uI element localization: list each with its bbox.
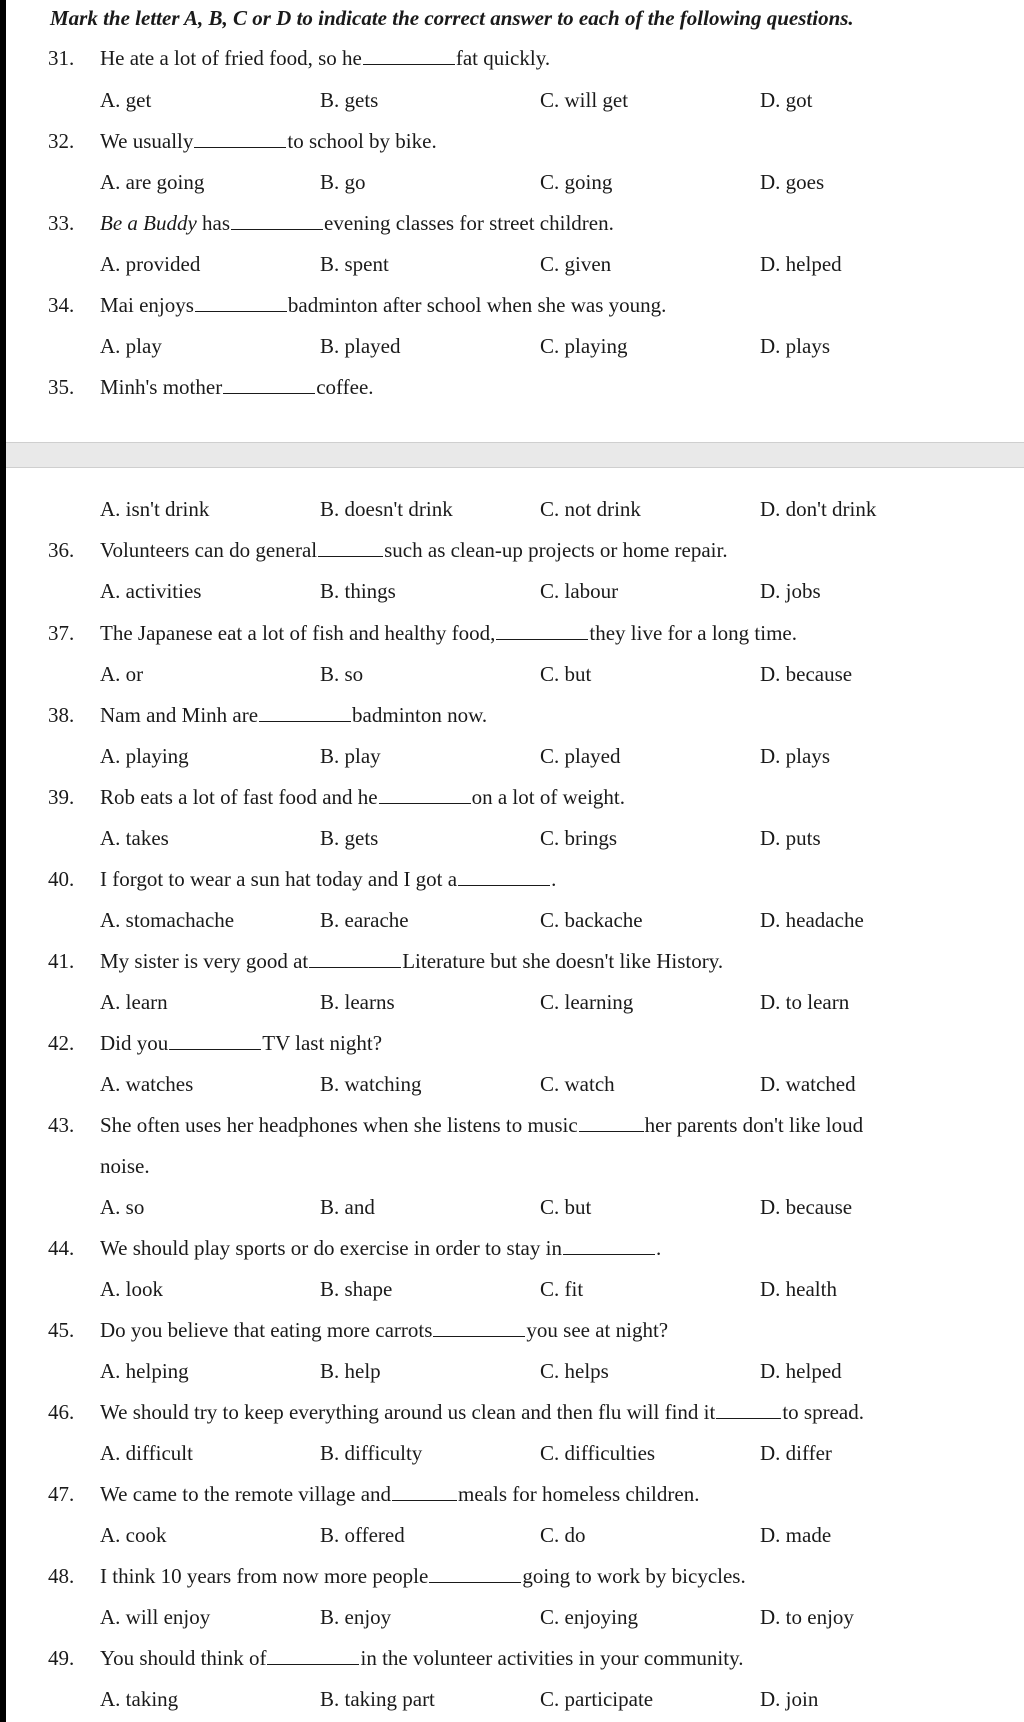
question-text: I think 10 years from now more people going to work by bicycles. <box>100 1564 746 1588</box>
question-39 <box>6 782 1024 812</box>
option-b[interactable]: B. offered <box>320 1523 405 1547</box>
option-b[interactable]: B. played <box>320 334 401 358</box>
options-40 <box>6 905 1024 935</box>
answer-blank <box>429 1562 521 1583</box>
answer-blank <box>563 1234 655 1255</box>
option-c[interactable]: C. played <box>540 744 621 768</box>
option-b[interactable]: B. taking part <box>320 1687 435 1711</box>
option-b[interactable]: B. shape <box>320 1277 393 1301</box>
option-d[interactable]: D. because <box>760 1195 853 1219</box>
question-38 <box>6 700 1024 730</box>
question-number: 42. <box>48 1031 75 1055</box>
question-number: 47. <box>48 1482 75 1506</box>
options-41 <box>6 987 1024 1017</box>
question-number: 40. <box>48 867 75 891</box>
question-37 <box>6 618 1024 648</box>
option-a[interactable]: A. helping <box>100 1359 189 1383</box>
option-c[interactable]: C. brings <box>540 826 618 850</box>
option-d[interactable]: D. differ <box>760 1441 832 1465</box>
option-a[interactable]: A. stomachache <box>100 908 235 932</box>
option-d[interactable]: D. headache <box>760 908 864 932</box>
worksheet-page-top <box>6 0 1024 442</box>
option-c[interactable]: C. playing <box>540 334 628 358</box>
question-number: 39. <box>48 785 75 809</box>
answer-blank <box>195 291 287 312</box>
option-b[interactable]: B. help <box>320 1359 381 1383</box>
option-d[interactable]: D. got <box>760 88 813 112</box>
option-b[interactable]: B. enjoy <box>320 1605 392 1629</box>
question-text: Did you TV last night? <box>100 1031 383 1055</box>
question-text: Rob eats a lot of fast food and he on a lot of weight. <box>100 785 625 809</box>
option-d[interactable]: D. jobs <box>760 579 821 603</box>
answer-blank <box>363 44 455 65</box>
options-42 <box>6 1069 1024 1099</box>
question-number: 35. <box>48 375 75 399</box>
answer-blank <box>194 127 286 148</box>
option-b[interactable]: B. learns <box>320 990 395 1014</box>
option-a[interactable]: A. will enjoy <box>100 1605 211 1629</box>
options-34 <box>6 331 1024 361</box>
option-a[interactable]: A. or <box>100 662 144 686</box>
question-text: My sister is very good at Literature but she doesn't like History. <box>100 949 724 973</box>
option-c[interactable]: C. difficulties <box>540 1441 656 1465</box>
question-36 <box>6 535 1024 565</box>
option-c[interactable]: C. backache <box>540 908 643 932</box>
question-text-continuation: noise. <box>100 1154 150 1178</box>
question-number: 36. <box>48 538 75 562</box>
instructions-heading: Mark the letter A, B, C or D to indicate the correct answer to each of the following questions. <box>50 6 854 30</box>
question-text: Be a Buddy has evening classes for street children. <box>100 211 614 235</box>
question-text: The Japanese eat a lot of fish and healthy food, they live for a long time. <box>100 621 797 645</box>
question-48 <box>6 1561 1024 1591</box>
option-a[interactable]: A. get <box>100 88 152 112</box>
option-a[interactable]: A. watches <box>100 1072 194 1096</box>
option-c[interactable]: C. given <box>540 252 612 276</box>
answer-blank <box>223 373 315 394</box>
option-d[interactable]: D. goes <box>760 170 825 194</box>
option-c[interactable]: C. going <box>540 170 613 194</box>
question-text: I forgot to wear a sun hat today and I got a . <box>100 867 557 891</box>
option-c[interactable]: C. but <box>540 662 592 686</box>
question-text: Do you believe that eating more carrots you see at night? <box>100 1318 669 1342</box>
option-d[interactable]: D. plays <box>760 744 830 768</box>
options-49 <box>6 1684 1024 1714</box>
question-49 <box>6 1643 1024 1673</box>
question-46 <box>6 1397 1024 1427</box>
option-c[interactable]: C. will get <box>540 88 629 112</box>
answer-blank <box>716 1398 781 1419</box>
question-42 <box>6 1028 1024 1058</box>
option-c[interactable]: C. participate <box>540 1687 654 1711</box>
question-number: 46. <box>48 1400 75 1424</box>
option-d[interactable]: D. made <box>760 1523 832 1547</box>
options-33 <box>6 249 1024 279</box>
option-b[interactable]: B. earache <box>320 908 409 932</box>
question-35 <box>6 372 1024 402</box>
question-text: Nam and Minh are badminton now. <box>100 703 488 727</box>
option-d[interactable]: D. helped <box>760 1359 842 1383</box>
answer-blank <box>392 1480 457 1501</box>
options-48 <box>6 1602 1024 1632</box>
option-a[interactable]: A. look <box>100 1277 163 1301</box>
answer-blank <box>318 536 383 557</box>
options-47 <box>6 1520 1024 1550</box>
question-text: You should think of in the volunteer activities in your community. <box>100 1646 744 1670</box>
question-number: 43. <box>48 1113 75 1137</box>
options-43 <box>6 1192 1024 1222</box>
option-a[interactable]: A. takes <box>100 826 169 850</box>
option-c[interactable]: C. but <box>540 1195 592 1219</box>
question-31 <box>6 43 1024 73</box>
option-a[interactable]: A. so <box>100 1195 145 1219</box>
options-31 <box>6 85 1024 115</box>
question-34 <box>6 290 1024 320</box>
option-a[interactable]: A. activities <box>100 579 202 603</box>
option-d[interactable]: D. to learn <box>760 990 850 1014</box>
question-text: We should play sports or do exercise in order to stay in . <box>100 1236 662 1260</box>
answer-blank <box>169 1029 261 1050</box>
answer-blank <box>259 701 351 722</box>
option-b[interactable]: B. things <box>320 579 396 603</box>
option-b[interactable]: B. play <box>320 744 381 768</box>
question-number: 31. <box>48 46 75 70</box>
question-number: 41. <box>48 949 75 973</box>
option-a[interactable]: A. cook <box>100 1523 167 1547</box>
option-c[interactable]: C. helps <box>540 1359 609 1383</box>
option-c[interactable]: C. not drink <box>540 497 641 521</box>
question-number: 44. <box>48 1236 75 1260</box>
option-b[interactable]: B. and <box>320 1195 375 1219</box>
options-45 <box>6 1356 1024 1386</box>
option-a[interactable]: A. isn't drink <box>100 497 210 521</box>
option-b[interactable]: B. difficulty <box>320 1441 423 1465</box>
question-number: 45. <box>48 1318 75 1342</box>
option-c[interactable]: C. labour <box>540 579 619 603</box>
option-b[interactable]: B. go <box>320 170 366 194</box>
question-number: 37. <box>48 621 75 645</box>
question-number: 38. <box>48 703 75 727</box>
question-number: 34. <box>48 293 75 317</box>
option-c[interactable]: C. do <box>540 1523 586 1547</box>
options-39 <box>6 823 1024 853</box>
question-text: She often uses her headphones when she listens to music her parents don't like loud <box>100 1113 864 1137</box>
question-number: 33. <box>48 211 75 235</box>
option-d[interactable]: D. join <box>760 1687 819 1711</box>
question-text: Minh's mother coffee. <box>100 375 374 399</box>
options-46 <box>6 1438 1024 1468</box>
page-break-divider <box>6 442 1024 468</box>
answer-blank <box>458 865 550 886</box>
option-c[interactable]: C. fit <box>540 1277 584 1301</box>
option-d[interactable]: D. puts <box>760 826 821 850</box>
worksheet-page-bottom <box>6 468 1024 1722</box>
question-43-continuation <box>6 1151 1024 1181</box>
option-b[interactable]: B. spent <box>320 252 389 276</box>
question-43 <box>6 1110 1024 1140</box>
options-36 <box>6 576 1024 606</box>
question-47 <box>6 1479 1024 1509</box>
question-text: We came to the remote village and meals for homeless children. <box>100 1482 700 1506</box>
option-a[interactable]: A. learn <box>100 990 168 1014</box>
option-a[interactable]: A. taking <box>100 1687 179 1711</box>
question-number: 49. <box>48 1646 75 1670</box>
option-a[interactable]: A. difficult <box>100 1441 193 1465</box>
answer-blank <box>379 783 471 804</box>
answer-blank <box>579 1111 644 1132</box>
question-number: 32. <box>48 129 75 153</box>
option-c[interactable]: C. learning <box>540 990 634 1014</box>
option-b[interactable]: B. gets <box>320 88 379 112</box>
option-b[interactable]: B. doesn't drink <box>320 497 453 521</box>
option-a[interactable]: A. play <box>100 334 162 358</box>
answer-blank <box>496 619 588 640</box>
option-a[interactable]: A. provided <box>100 252 201 276</box>
answer-blank <box>309 947 401 968</box>
option-b[interactable]: B. watching <box>320 1072 422 1096</box>
answer-blank <box>267 1644 359 1665</box>
question-32 <box>6 126 1024 156</box>
question-40 <box>6 864 1024 894</box>
option-d[interactable]: D. don't drink <box>760 497 877 521</box>
question-text: Volunteers can do general such as clean-up projects or home repair. <box>100 538 728 562</box>
question-text: We should try to keep everything around us clean and then flu will find it to spread. <box>100 1400 864 1424</box>
question-45 <box>6 1315 1024 1345</box>
options-44 <box>6 1274 1024 1304</box>
question-text: We usually to school by bike. <box>100 129 437 153</box>
option-d[interactable]: D. plays <box>760 334 830 358</box>
option-d[interactable]: D. helped <box>760 252 842 276</box>
question-number: 48. <box>48 1564 75 1588</box>
option-c[interactable]: C. enjoying <box>540 1605 638 1629</box>
options-35 <box>6 494 1024 524</box>
question-text: He ate a lot of fried food, so he fat quickly. <box>100 46 551 70</box>
answer-blank <box>433 1316 525 1337</box>
option-a[interactable]: A. are going <box>100 170 205 194</box>
option-c[interactable]: C. watch <box>540 1072 615 1096</box>
option-a[interactable]: A. playing <box>100 744 189 768</box>
options-37 <box>6 659 1024 689</box>
option-d[interactable]: D. health <box>760 1277 837 1301</box>
option-d[interactable]: D. watched <box>760 1072 856 1096</box>
question-33 <box>6 208 1024 238</box>
question-44 <box>6 1233 1024 1263</box>
option-b[interactable]: B. gets <box>320 826 379 850</box>
option-d[interactable]: D. to enjoy <box>760 1605 854 1629</box>
option-d[interactable]: D. because <box>760 662 853 686</box>
answer-blank <box>231 209 323 230</box>
options-32 <box>6 167 1024 197</box>
question-41 <box>6 946 1024 976</box>
options-38 <box>6 741 1024 771</box>
question-text: Mai enjoys badminton after school when she was young. <box>100 293 667 317</box>
option-b[interactable]: B. so <box>320 662 364 686</box>
